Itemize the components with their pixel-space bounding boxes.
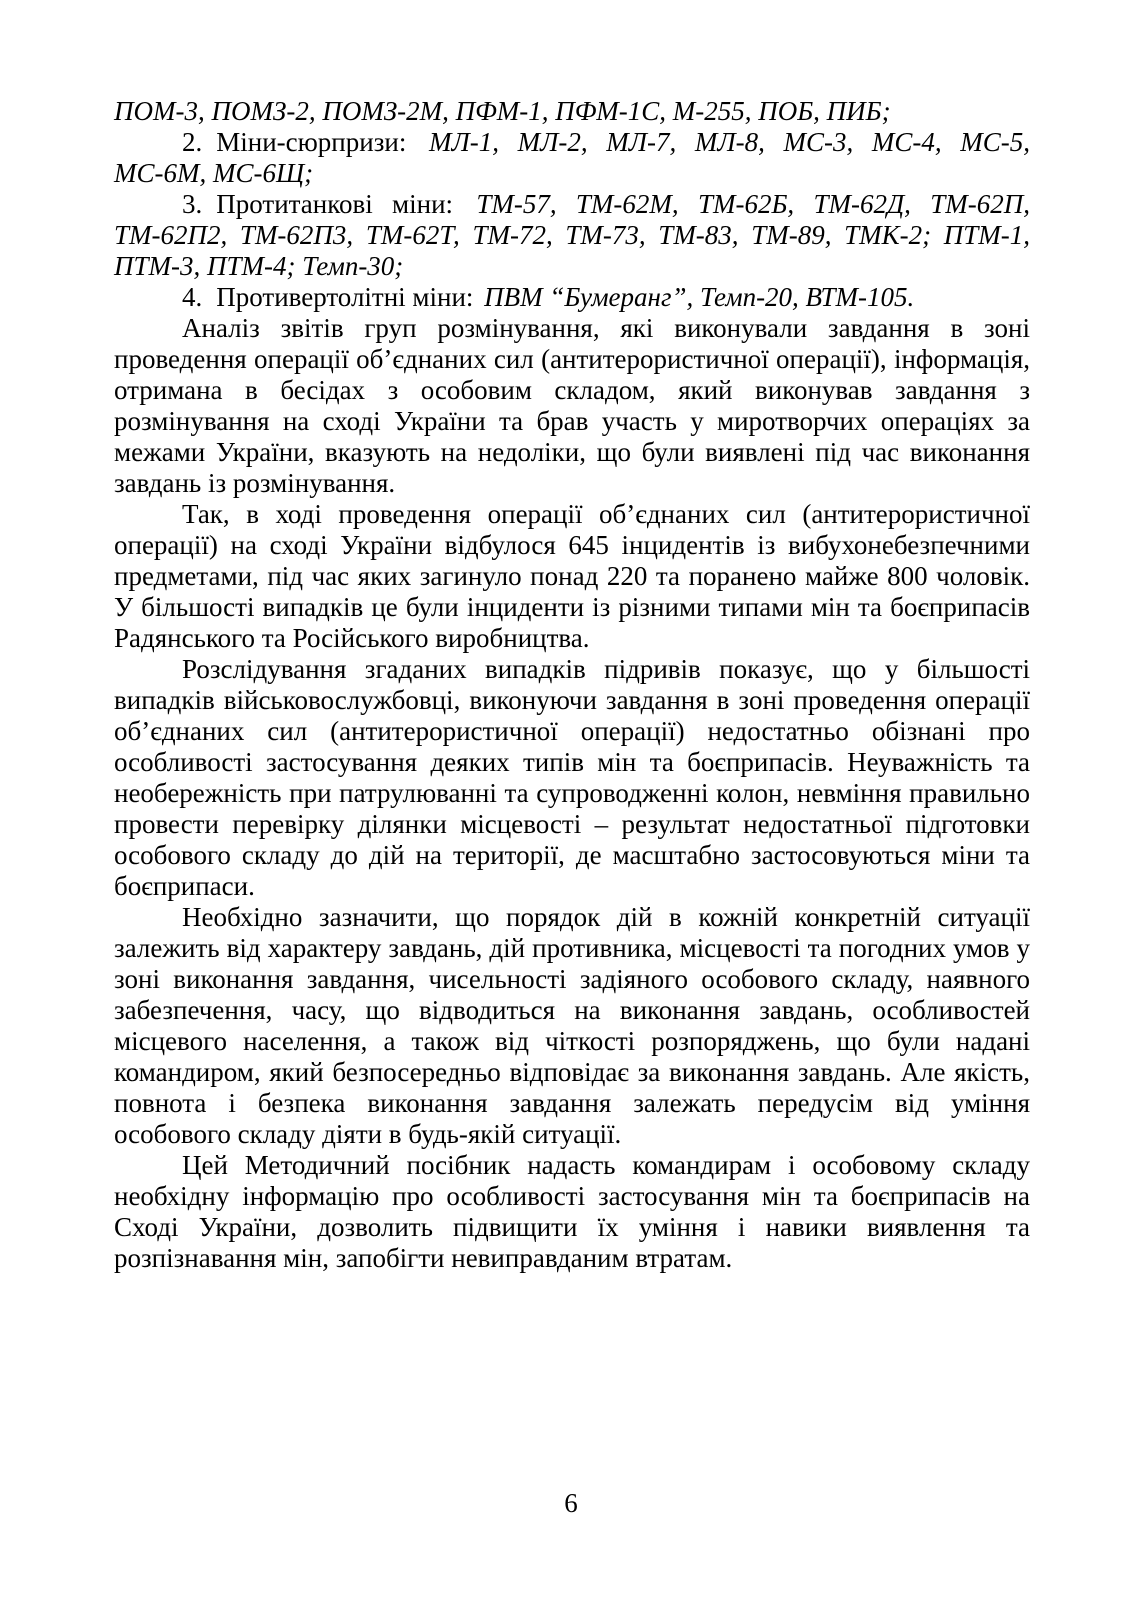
mine-designations: ПВМ “Бумеранг”, Темп-20, ВТМ-105. bbox=[484, 282, 915, 312]
paragraph-manual-purpose: Цей Методичний посібник надасть командирам і особовому складу необхідну інформацію про особливості застосування мін та боєприпасів на Сході України, дозволить підвищити їх уміння і навики виявлення та розпізнавання мін, запобігти невиправданим втратам. bbox=[114, 1150, 1030, 1273]
text-block bbox=[114, 96, 1030, 1274]
mine-designations: ТМ-57, ТМ-62М, ТМ-62Б, ТМ-62Д, ТМ-62П, ТМ-62П2, ТМ-62П3, ТМ-62Т, ТМ-72, ТМ-73, ТМ-83, ТМ-89, ТМК-2; ПТМ-1, ПТМ-3, ПТМ-4; Темп-30; bbox=[114, 189, 1030, 281]
list-item-antihelicopter-mines bbox=[114, 282, 1030, 313]
list-item-label: Міни-сюрпризи: bbox=[216, 127, 407, 157]
list-item-number: 3. bbox=[182, 189, 203, 219]
paragraph-investigation-findings: Розслідування згаданих випадків підривів показує, що у більшості випадків військовослужбовці, виконуючи завдання в зоні проведення операції об’єднаних сил (антитерористичної операції) недостатньо обізнані про особливості застосування деяких типів мін та боєприпасів. Неуважність та необережність при патрулюванні та супроводженні колон, невміння правильно провести перевірку ділянки місцевості – результат недостатньої підготовки особового складу до дій на території, де масштабно застосовуються міни та боєприпаси. bbox=[114, 654, 1030, 901]
list-item-number: 2. bbox=[182, 127, 203, 157]
list-item-number: 4. bbox=[182, 282, 203, 312]
list-item-antitank-mines bbox=[114, 189, 1030, 282]
list-item-surprise-mines bbox=[114, 127, 1030, 189]
paragraph-incident-statistics: Так, в ході проведення операції об’єднаних сил (антитерористичної операції) на сході України відбулося 645 інцидентів із вибухонебезпечними предметами, під час яких загинуло понад 220 та поранено майже 800 чоловік. У більшості випадків це були інциденти із різними типами мін та боєприпасів Радянського та Російського виробництва. bbox=[114, 499, 1030, 653]
list-item-label: Противертолітні міни: bbox=[216, 282, 474, 312]
paragraph-continuation-mine-list: ПОМ-3, ПОМЗ-2, ПОМЗ-2М, ПФМ-1, ПФМ-1С, М-255, ПОБ, ПИБ; bbox=[114, 96, 891, 126]
paragraph-analysis-of-reports: Аналіз звітів груп розмінування, які виконували завдання в зоні проведення операції об’єднаних сил (антитерористичної операції), інформація, отримана в бесідах з особовим складом, який виконував завдання з розмінування на сході України та брав участь у миротворчих операціях за межами України, вказують на недоліки, що були виявлені під час виконання завдань із розмінування. bbox=[114, 313, 1030, 498]
paragraph-order-of-actions: Необхідно зазначити, що порядок дій в кожній конкретній ситуації залежить від характеру завдань, дій противника, місцевості та погодних умов у зоні виконання завдання, чисельності задіяного особового складу, наявного забезпечення, часу, що відводиться на виконання завдань, особливостей місцевого населення, а також від чіткості розпоряджень, що були надані командиром, який безпосередньо відповідає за виконання завдань. Але якість, повнота і безпека виконання завдання залежать передусім від уміння особового складу діяти в будь-якій ситуації. bbox=[114, 902, 1030, 1149]
page-number: 6 bbox=[564, 1488, 578, 1518]
list-item-label: Протитанкові міни: bbox=[216, 189, 454, 219]
mine-designations: МЛ-1, МЛ-2, МЛ-7, МЛ-8, МС-3, МС-4, МС-5, МС-6М, МС-6Щ; bbox=[114, 127, 1030, 188]
